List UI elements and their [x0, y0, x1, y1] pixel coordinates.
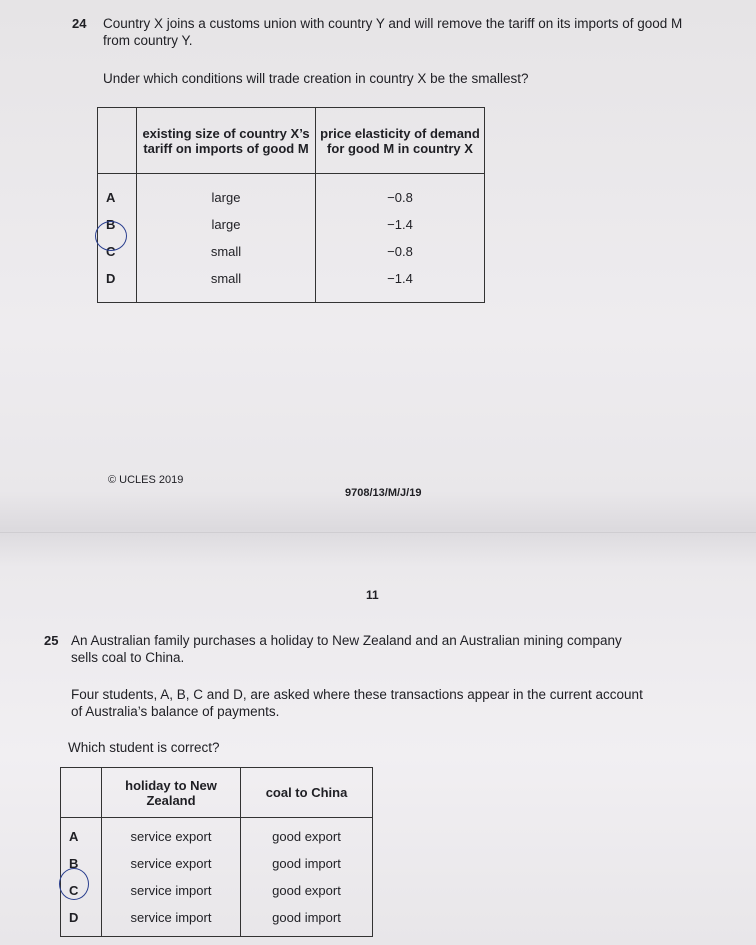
- header-tariff-size: existing size of country X’s tariff on imports of good M: [137, 108, 316, 174]
- question-number: 25: [44, 633, 59, 648]
- question-prompt: Under which conditions will trade creation in country X be the smallest?: [103, 71, 529, 86]
- answer-table-q25: [60, 767, 373, 937]
- option-letter: A: [69, 829, 79, 844]
- table-cell: service import: [130, 883, 212, 898]
- coal-column: [241, 818, 373, 937]
- header-holiday: holiday to New Zealand: [102, 768, 241, 818]
- paragraph-line2: of Australia’s balance of payments.: [71, 704, 280, 719]
- table-cell: large: [211, 217, 241, 232]
- table-cell: −1.4: [387, 217, 413, 232]
- copyright-text: © UCLES 2019: [108, 474, 184, 486]
- table-cell: −0.8: [387, 244, 413, 259]
- header-elasticity: price elasticity of demand for good M in country X: [316, 108, 485, 174]
- elasticity-column: [316, 174, 485, 303]
- answer-circle-mark: [59, 868, 89, 900]
- question-25-section: [0, 520, 756, 945]
- table-cell: small: [210, 271, 242, 286]
- option-letter: C: [69, 883, 79, 898]
- page-number: 11: [366, 588, 379, 602]
- question-stem-line2: sells coal to China.: [71, 650, 185, 665]
- option-letter: D: [69, 910, 79, 925]
- answer-circle-mark: [95, 221, 127, 251]
- paper-code: 9708/13/M/J/19: [345, 487, 422, 499]
- question-prompt: Which student is correct?: [68, 740, 220, 755]
- question-stem-line2: from country Y.: [103, 33, 193, 48]
- table-cell: small: [210, 244, 242, 259]
- option-letter: B: [69, 856, 79, 871]
- tariff-size-column: [137, 174, 316, 303]
- table-cell: −1.4: [387, 271, 413, 286]
- table-cell: good import: [272, 910, 341, 925]
- question-stem-line1: An Australian family purchases a holiday to New Zealand and an Australian mining company: [71, 633, 622, 648]
- header-coal: coal to China: [241, 768, 373, 818]
- table-cell: service export: [130, 829, 212, 844]
- holiday-column: [102, 818, 241, 937]
- option-letter: D: [106, 271, 116, 286]
- answer-table-q24: [97, 107, 485, 303]
- option-letter: A: [106, 190, 116, 205]
- table-cell: good import: [272, 856, 341, 871]
- table-cell: −0.8: [387, 190, 413, 205]
- table-cell: service import: [130, 910, 212, 925]
- question-number: 24: [72, 16, 87, 31]
- table-cell: large: [211, 190, 241, 205]
- paragraph-line1: Four students, A, B, C and D, are asked where these transactions appear in the current account: [71, 687, 643, 702]
- option-letter: B: [106, 217, 116, 232]
- table-cell: good export: [272, 829, 341, 844]
- question-stem-line1: Country X joins a customs union with country Y and will remove the tariff on its imports of good M: [103, 16, 683, 31]
- table-cell: good export: [272, 883, 341, 898]
- option-letter: C: [106, 244, 116, 259]
- table-cell: service export: [130, 856, 212, 871]
